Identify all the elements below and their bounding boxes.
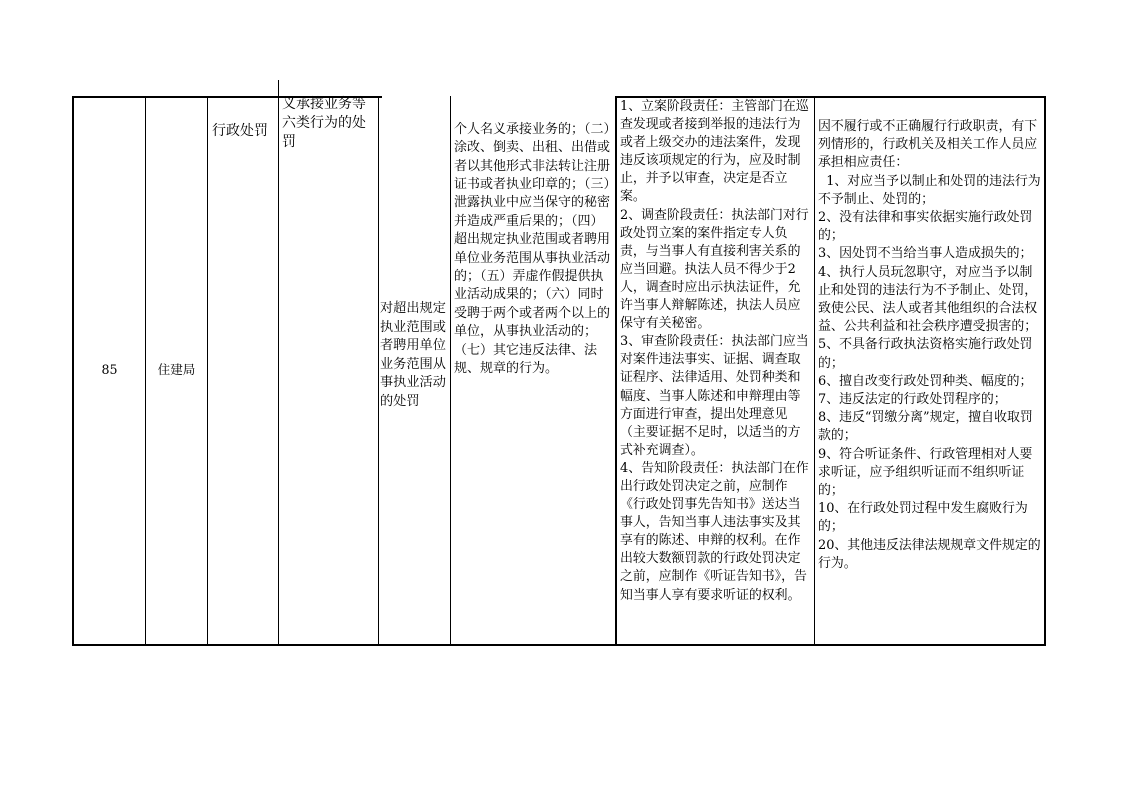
- category-text: 行政处罚: [212, 123, 268, 139]
- col-divider-7: [814, 96, 815, 645]
- responsibility-cell: 1、立案阶段责任：主管部门在巡查发现或者接到举报的违法行为或者上级交办的违法案件，发现违反该项规定的行为，应及时制止，并予以审查，决定是否立案。 2、调查阶段责任：执法部门对行政处罚立案的案件指定专人负责，与当事人有直接利害关系的应当回避。执法人员不得少于2人，调查时应出示执法证件，允许当事人辩解陈述，执法人员应保守有关秘密。 3、审查阶段责任：执法部门应当对案件违法事实、证据、调查取证程序、法律适用、处罚种类和幅度、当事人陈述和申辩理由等方面进行审查，提出处理意见（主要证据不足时，以适当的方式补充调查）。 4、告知阶段责任：执法部门在作出行政处罚决定之前，应制作《行政处罚事先告知书》送达当事人，告知当事人违法事实及其享有的陈述、申辩的权利。在作出较大数额罚款的行政处罚决定之前，应制作《听证告知书》，告知当事人享有要求听证的权利。: [620, 99, 809, 603]
- accountability-cell: 因不履行或不正确履行行政职责，有下列情形的，行政机关及相关工作人员应承担相应责任： 1、对应当予以制止和处罚的违法行为不予制止、处罚的； 2、没有法律和事实依据实施行政处罚的； 3、因处罚不当给当事人造成损失的； 4、执行人员玩忽职守，对应当予以制止和处罚的违法行为不予制止、处罚，致使公民、法人或者其他组织的合法权益、公共利益和社会秩序遭受损害的； 5、不具备行政执法资格实施行政处罚的； 6、擅自改变行政处罚种类、幅度的； 7、违反法定的行政处罚程序的； 8、违反“罚缴分离”规定，擅自收取罚款的； 9、符合听证条件、行政管理相对人要求听证，应予组织听证而不组织听证的； 10、在行政处罚过程中发生腐败行为的； 20、其他违反法律法规规章文件规定的行为。: [818, 119, 1041, 571]
- col-divider-4: [378, 96, 379, 645]
- category-cell: [212, 80, 276, 139]
- sub-item-cell: 对超出规定执业范围或者聘用单位业务范围从事执业活动的处罚: [380, 301, 446, 409]
- col-divider-5: [450, 96, 451, 645]
- item-name-cell: 义承接业务等六类行为的处罚: [282, 96, 366, 150]
- col-divider-6: [615, 96, 617, 646]
- legal-basis-text: 个人名义承接业务的；（二）涂改、倒卖、出租、出借或者以其他形式非法转让注册证书或者执业印章的；（三）泄露执业中应当保守的秘密并造成严重后果的；（四）超出规定执业范围或者聘用单位业务范围从事执业活动的；（五）弄虚作假提供执业活动成果的；（六）同时受聘于两个或者两个以上的单位，从事执业活动的；（七）其它违反法律、法规、规章的行为。: [454, 121, 611, 377]
- department-cell: 住建局: [157, 362, 196, 377]
- col-divider-2: [207, 96, 208, 645]
- legal-basis-cell: [454, 84, 614, 377]
- row-number: 85: [101, 362, 118, 377]
- col-divider-3: [278, 80, 279, 645]
- table-bottom-border: [72, 644, 1046, 646]
- table-right-border: [1044, 96, 1046, 646]
